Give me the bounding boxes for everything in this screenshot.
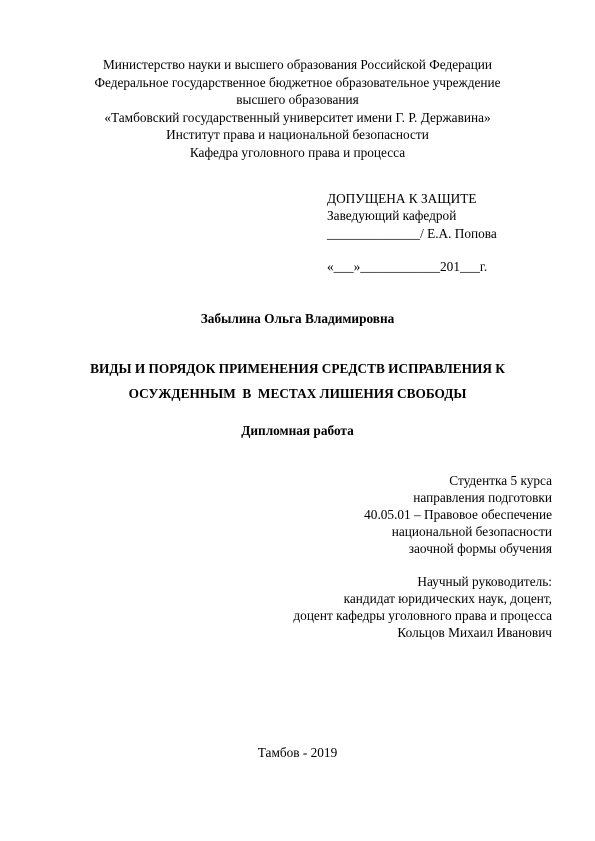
student-line-5: заочной формы обучения [408, 541, 552, 556]
university-name: «Тамбовский государственный университет имени Г. Р. Державина» [104, 110, 491, 125]
supervisor-position: доцент кафедры уголовного права и процесса [293, 608, 552, 623]
institution-line-1: Федеральное государственное бюджетное образовательное учреждение [94, 75, 501, 90]
student-line-1: Студентка 5 курса [449, 473, 552, 488]
student-line-2: направления подготовки [413, 490, 552, 505]
thesis-title-line-2: ОСУЖДЕННЫМ В МЕСТАХ ЛИШЕНИЯ СВОБОДЫ [128, 386, 467, 401]
institution-line-2: высшего образования [236, 92, 359, 107]
author-name: Забылина Ольга Владимировна [200, 311, 395, 326]
supervisor-name: Кольцов Михаил Иванович [397, 625, 552, 640]
department-name: Кафедра уголовного права и процесса [189, 145, 406, 160]
institute-name: Институт права и национальной безопасности [166, 127, 429, 142]
student-line-3: 40.05.01 – Правовое обеспечение [364, 507, 552, 522]
approval-signature-line: ______________/ Е.А. Попова [327, 226, 497, 241]
city-year: Тамбов - 2019 [257, 745, 338, 760]
student-line-4: национальной безопасности [391, 524, 552, 539]
approval-role: Заведующий кафедрой [327, 208, 457, 223]
thesis-title-line-1: ВИДЫ И ПОРЯДОК ПРИМЕНЕНИЯ СРЕДСТВ ИСПРАВЛЕНИЯ К [90, 361, 505, 376]
supervisor-degree: кандидат юридических наук, доцент, [343, 591, 552, 606]
approval-date-line: «___»____________201___г. [327, 259, 488, 274]
ministry-text: Министерство науки и высшего образования Российской Федерации [102, 57, 493, 72]
work-type: Дипломная работа [241, 423, 354, 438]
approval-status: ДОПУЩЕНА К ЗАЩИТЕ [327, 191, 477, 206]
supervisor-label: Научный руководитель: [417, 574, 552, 589]
